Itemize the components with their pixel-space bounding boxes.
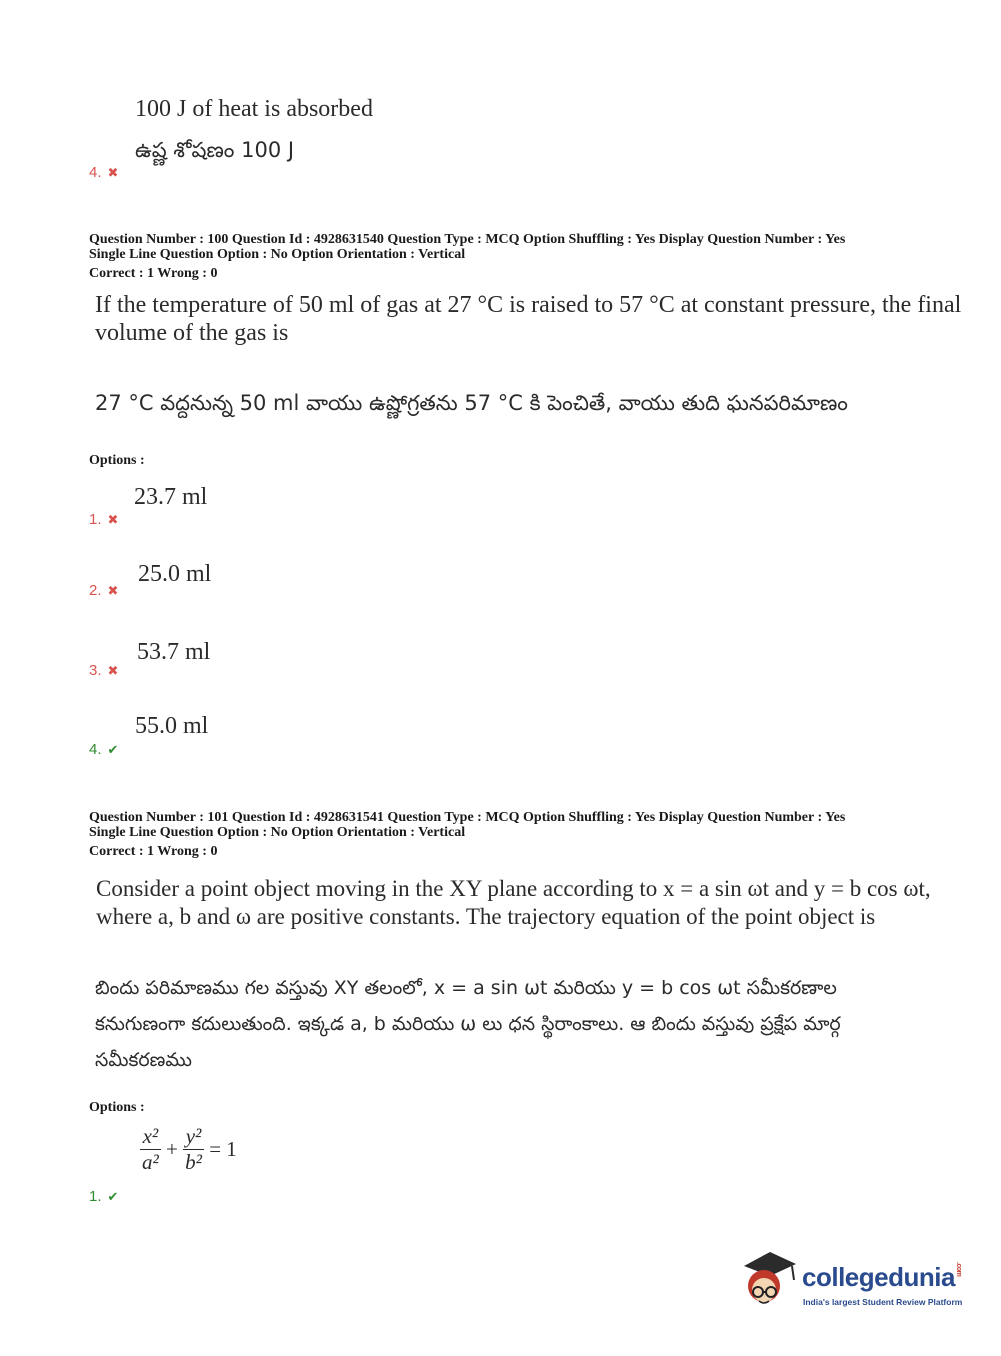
option-number: 3. xyxy=(89,662,102,679)
option-1-marker xyxy=(89,511,118,528)
question-text-en-line2: where a, b and ω are positive constants. The trajectory equation of the point object is xyxy=(96,904,876,929)
numerator: x² xyxy=(140,1124,161,1150)
equals-one: = 1 xyxy=(209,1137,237,1161)
question-text-te: 27 °C వద్దనున్న 50 ml వాయు ఉష్ణోగ్రతను 57 °C కి పెంచితే, వాయు తుది ఘనపరిమాణం xyxy=(95,391,848,415)
question-score: Correct : 1 Wrong : 0 xyxy=(89,844,218,859)
denominator: a² xyxy=(142,1150,159,1174)
option-1-equation xyxy=(140,1124,237,1175)
option-3-marker xyxy=(89,662,118,679)
option-number: 1. xyxy=(89,511,102,528)
brand-suffix: .com xyxy=(954,1262,962,1277)
question-text-te-line1: బిందు పరిమాణము గల వస్తువు XY తలంలో, x = a sin ωt మరియు y = b cos ωt సమీకరణాల xyxy=(95,977,837,999)
prev-option-en: 100 J of heat is absorbed xyxy=(135,96,373,122)
option-4-value: 55.0 ml xyxy=(135,713,209,739)
question-text-te-line3: సమీకరణము xyxy=(95,1049,192,1071)
wrong-icon: ✖ xyxy=(107,165,119,180)
fraction-x xyxy=(140,1124,161,1175)
option-1-marker xyxy=(89,1188,118,1205)
option-number: 4. xyxy=(89,164,102,181)
option-1-value: 23.7 ml xyxy=(134,484,208,510)
brand-name xyxy=(802,1262,962,1293)
question-text-en-line1: Consider a point object moving in the XY plane according to x = a sin ωt and y = b cos ωt, xyxy=(96,876,931,901)
denominator: b² xyxy=(185,1150,202,1174)
wrong-icon: ✖ xyxy=(107,583,119,598)
option-number: 1. xyxy=(89,1188,102,1205)
question-score: Correct : 1 Wrong : 0 xyxy=(89,266,218,281)
mascot-icon xyxy=(740,1248,798,1310)
prev-option-te: ఉష్ణ శోషణం 100 J xyxy=(135,138,295,162)
question-meta-2: Single Line Question Option : No Option Orientation : Vertical xyxy=(89,247,466,262)
option-2-value: 25.0 ml xyxy=(138,561,212,587)
option-3-value: 53.7 ml xyxy=(137,639,211,665)
brand-tagline: India's largest Student Review Platform xyxy=(803,1297,963,1307)
question-text-en-line1: If the temperature of 50 ml of gas at 27 °C is raised to 57 °C at constant pressure, the final xyxy=(95,292,962,318)
question-meta: Question Number : 101 Question Id : 4928631541 Question Type : MCQ Option Shuffling : Yes Display Question Number : Yes xyxy=(89,810,846,825)
option-4-marker xyxy=(89,741,118,758)
options-label: Options : xyxy=(89,1100,145,1115)
question-text-en-line2: volume of the gas is xyxy=(95,320,289,346)
wrong-icon: ✖ xyxy=(107,663,119,678)
numerator: y² xyxy=(183,1124,204,1150)
prev-option-marker xyxy=(89,164,118,181)
option-number: 4. xyxy=(89,741,102,758)
correct-check-icon: ✔ xyxy=(107,742,119,757)
plus-sign: + xyxy=(166,1137,178,1161)
fraction-y xyxy=(183,1124,204,1175)
option-number: 2. xyxy=(89,582,102,599)
options-label: Options : xyxy=(89,453,145,468)
question-meta: Question Number : 100 Question Id : 4928631540 Question Type : MCQ Option Shuffling : Yes Display Question Number : Yes xyxy=(89,232,846,247)
option-2-marker xyxy=(89,582,118,599)
question-meta-2: Single Line Question Option : No Option Orientation : Vertical xyxy=(89,825,466,840)
collegedunia-logo xyxy=(740,1248,970,1318)
question-text-te-line2: కనుగుణంగా కదులుతుంది. ఇక్కడ a, b మరియు ω లు ధన స్థిరాంకాలు. ఆ బిందు వస్తువు ప్రక్షేప మార్గ xyxy=(95,1013,841,1035)
wrong-icon: ✖ xyxy=(107,512,119,527)
correct-check-icon: ✔ xyxy=(107,1189,119,1204)
brand-name-text: collegedunia xyxy=(802,1262,955,1292)
